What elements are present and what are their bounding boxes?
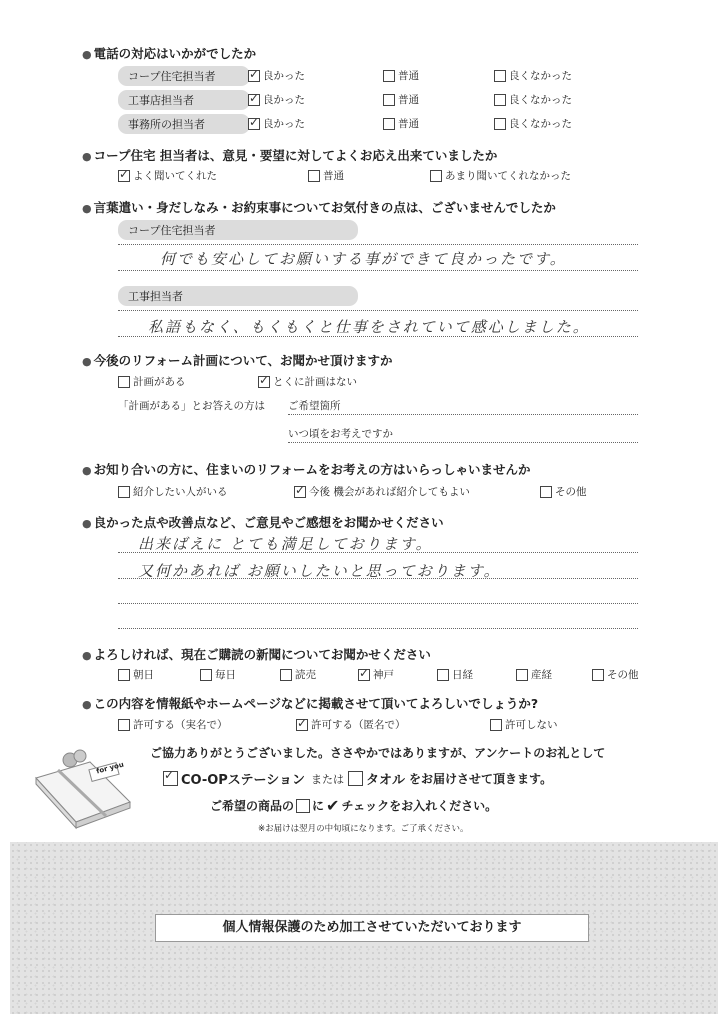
gift-box-icon: [28, 740, 138, 830]
q3-handwriting2: 私語もなく、もくもくと仕事をされていて感心しました。: [148, 318, 590, 336]
q2-opt1[interactable]: ✓ よく聞いてくれた: [118, 168, 217, 183]
q1-row2-opt3[interactable]: 良くなかった: [494, 92, 572, 107]
q5-title: ● お知り合いの方に、住まいのリフォームをお考えの方はいらっしゃいませんか: [82, 460, 531, 478]
q1-row1-opt2[interactable]: 普通: [383, 68, 419, 83]
q3-handwriting1: 何でも安心してお願いする事ができて良かったです。: [160, 250, 567, 268]
q4-field2-label: いつ頃をお考えですか: [288, 428, 393, 440]
q1-row3-opt2[interactable]: 普通: [383, 116, 419, 131]
q2-opt3[interactable]: あまり聞いてくれなかった: [430, 168, 571, 183]
q1-row3-opt3[interactable]: 良くなかった: [494, 116, 572, 131]
q3-label2: 工事担当者: [118, 286, 358, 306]
gift-tag-text: for you: [95, 760, 125, 776]
towel-option: タオル: [366, 773, 406, 788]
checkbox-checked[interactable]: [258, 376, 270, 388]
q8-title: ● この内容を情報紙やホームページなどに掲載させて頂いてよろしいでしょうか?: [82, 694, 538, 712]
privacy-notice: 個人情報保護のため加工させていただいております: [155, 914, 589, 942]
checkbox-checked[interactable]: [358, 669, 370, 681]
checkbox-checked[interactable]: [294, 486, 306, 498]
q2-opt2[interactable]: 普通: [308, 168, 344, 183]
q4-field2-line[interactable]: [288, 442, 638, 443]
q1-row1-label: コープ住宅担当者: [118, 66, 250, 86]
q1-row1-opt1[interactable]: ✓ 良かった: [248, 68, 305, 83]
q4-field1-label: ご希望箇所: [288, 400, 341, 412]
q1-row3-opt1[interactable]: ✓ 良かった: [248, 116, 305, 131]
q4-note: 「計画がある」とお答えの方は: [118, 400, 265, 412]
q7-opt-kobe[interactable]: ✓ 神戸: [358, 667, 394, 682]
checkbox-checked[interactable]: [118, 170, 130, 182]
send-text: をお届けさせて頂きます。: [409, 772, 553, 786]
q7-opt-sankei[interactable]: 産経: [516, 667, 552, 682]
q1-row3-label: 事務所の担当者: [118, 114, 250, 134]
checkbox[interactable]: [280, 669, 292, 681]
q7-opt-other[interactable]: その他: [592, 667, 639, 682]
dotted-line: [118, 336, 638, 337]
checkbox-checked[interactable]: [248, 118, 260, 130]
checkbox[interactable]: [118, 719, 130, 731]
checkbox[interactable]: [308, 170, 320, 182]
checkbox[interactable]: [540, 486, 552, 498]
mataha-text: または: [311, 772, 345, 786]
q3-title: ● 言葉遣い・身だしなみ・お約束事についてお気付きの点は、ございませんでしたか: [82, 198, 556, 216]
q6-handwriting1: 出来ばえに とても満足しております。: [138, 535, 433, 553]
q8-opt2[interactable]: ✓ 許可する（匿名で）: [296, 717, 406, 732]
checkbox[interactable]: [592, 669, 604, 681]
q1-row2-opt2[interactable]: 普通: [383, 92, 419, 107]
q1-row1-opt3[interactable]: 良くなかった: [494, 68, 572, 83]
dotted-line: [118, 628, 638, 629]
thanks-line2: [163, 769, 552, 788]
checkbox[interactable]: [200, 669, 212, 681]
dotted-line: [118, 270, 638, 271]
q2-title: ● コープ住宅 担当者は、意見・要望に対してよくお応え出来ていましたか: [82, 146, 497, 164]
coop-station-option: CO-OPステーション: [181, 773, 306, 788]
q4-opt1[interactable]: 計画がある: [118, 374, 186, 389]
q1-title: ● 電話の対応はいかがでしたか: [82, 44, 256, 62]
q7-title: ● よろしければ、現在ご購読の新聞についてお聞かせください: [82, 645, 431, 663]
checkbox-checked[interactable]: [296, 719, 308, 731]
checkbox[interactable]: [494, 118, 506, 130]
q7-opt-asahi[interactable]: 朝日: [118, 667, 154, 682]
q1-row2-label: 工事店担当者: [118, 90, 250, 110]
q8-opt1[interactable]: 許可する（実名で）: [118, 717, 228, 732]
dotted-line: [118, 310, 638, 311]
q7-opt-mainichi[interactable]: 毎日: [200, 667, 236, 682]
thanks-line1: ご協力ありがとうございました。ささやかではありますが、アンケートのお礼として: [150, 746, 606, 760]
q5-opt3[interactable]: その他: [540, 484, 587, 499]
checkbox[interactable]: [383, 94, 395, 106]
q1-row2-opt1[interactable]: ✓ 良かった: [248, 92, 305, 107]
dotted-line: [118, 578, 638, 579]
q7-opt-yomiuri[interactable]: 読売: [280, 667, 316, 682]
q5-opt2[interactable]: ✓ 今後 機会があれば紹介してもよい: [294, 484, 470, 499]
checkbox[interactable]: [383, 70, 395, 82]
checkbox[interactable]: [118, 486, 130, 498]
checkbox[interactable]: [490, 719, 502, 731]
towel-checkbox[interactable]: [348, 771, 363, 786]
checkbox[interactable]: [430, 170, 442, 182]
dotted-line: [118, 552, 638, 553]
q5-opt1[interactable]: 紹介したい人がいる: [118, 484, 228, 499]
q6-title: ● 良かった点や改善点など、ご意見やご感想をお聞かせください: [82, 513, 444, 531]
dotted-line: [118, 244, 638, 245]
checkbox-checked[interactable]: [248, 94, 260, 106]
coop-checkbox[interactable]: [163, 771, 178, 786]
q4-field1-line[interactable]: [288, 414, 638, 415]
q3-label1: コープ住宅担当者: [118, 220, 358, 240]
checkbox-checked[interactable]: [248, 70, 260, 82]
checkbox[interactable]: [437, 669, 449, 681]
checkbox[interactable]: [494, 94, 506, 106]
checkbox[interactable]: [118, 669, 130, 681]
delivery-note: ※お届けは翌月の中旬頃になります。ご了承ください。: [258, 824, 469, 834]
checkbox[interactable]: [118, 376, 130, 388]
q4-opt2[interactable]: ✓ とくに計画はない: [258, 374, 357, 389]
checkbox[interactable]: [516, 669, 528, 681]
sample-checkbox: [296, 799, 310, 813]
check-mark-icon: ✔: [326, 796, 340, 815]
checkbox[interactable]: [383, 118, 395, 130]
q7-opt-nikkei[interactable]: 日経: [437, 667, 473, 682]
thanks-line3: ご希望の商品の に ✔ チェックをお入れください。: [210, 796, 498, 815]
q6-handwriting2: 又何かあれば お願いしたいと思っております。: [138, 562, 501, 580]
checkbox[interactable]: [494, 70, 506, 82]
q4-title: ● 今後のリフォーム計画について、お聞かせ頂けますか: [82, 351, 393, 369]
dotted-line: [118, 603, 638, 604]
q8-opt3[interactable]: 許可しない: [490, 717, 558, 732]
